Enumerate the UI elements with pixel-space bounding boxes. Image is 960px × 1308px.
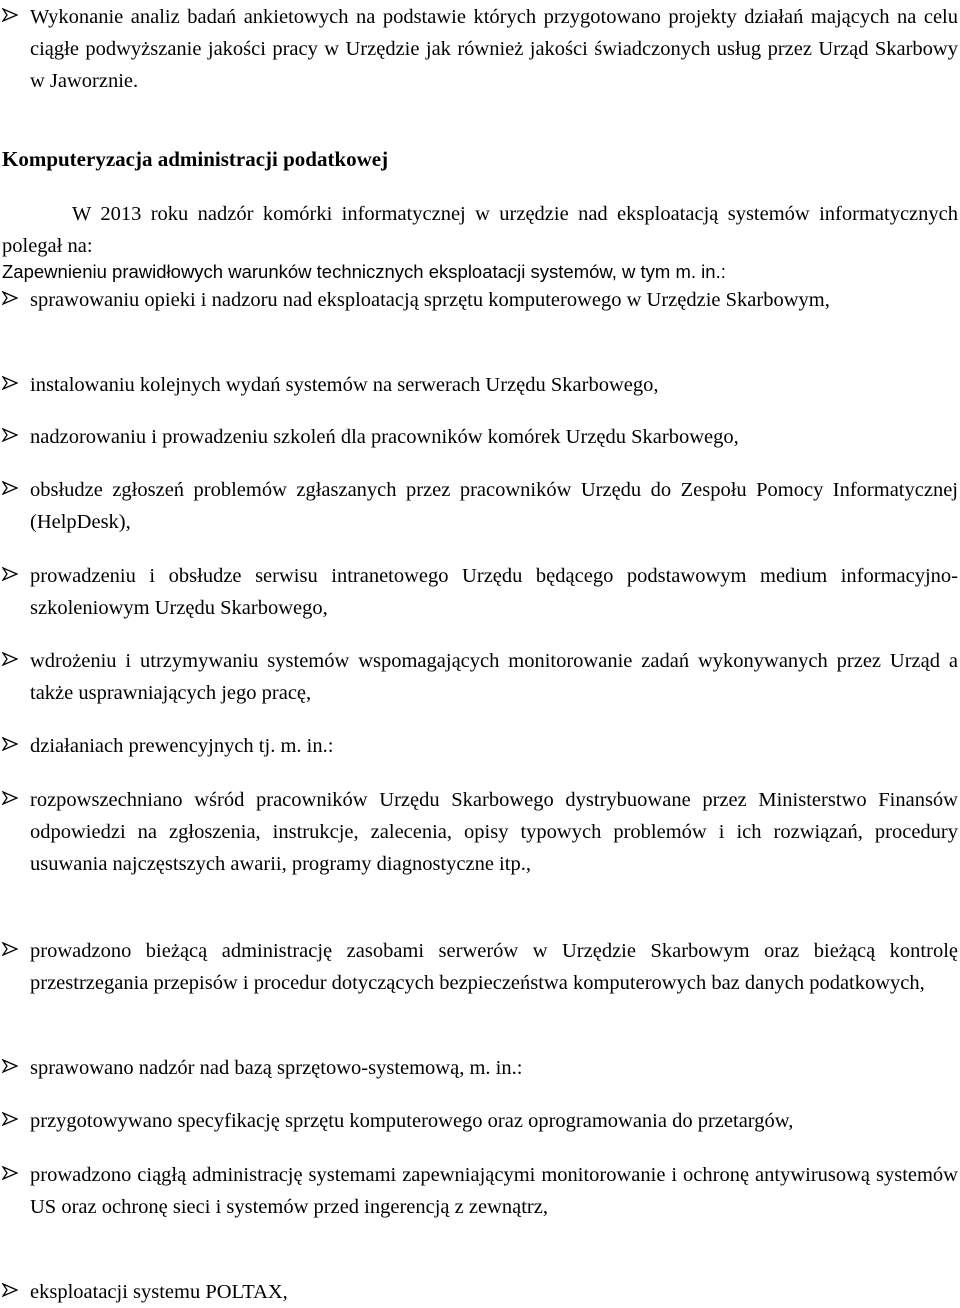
list-item-text: prowadzono ciągłą administrację systemami zapewniającymi monitorowanie i ochronę antywirusową systemów US oraz ochronę sieci i systemów przed ingerencją z zewnątrz,	[30, 1164, 958, 1218]
list-item-intro	[2, 1, 958, 97]
arrowhead-bullet-icon	[2, 784, 30, 816]
list-item	[2, 1159, 958, 1223]
list-item-text: prowadzeniu i obsłudze serwisu intranetowego Urzędu będącego podstawowym medium informacyjno-szkoleniowym Urzędu Skarbowego,	[30, 565, 958, 619]
list-item-text: rozpowszechniano wśród pracowników Urzędu Skarbowego dystrybuowane przez Ministerstwo Finansów odpowiedzi na zgłoszenia, instrukcje, zalecenia, opisy typowych problemów i ich rozwiązań, procedury usuwania najczęstszych awarii, programy diagnostyczne itp.,	[30, 789, 958, 875]
list-item	[2, 1052, 958, 1084]
list-item	[2, 560, 958, 624]
intro-item-text: Wykonanie analiz badań ankietowych na podstawie których przygotowano projekty działań mających na celu ciągłe podwyższanie jakości pracy w Urzędzie jak również jakości świadczonych usług przez Urząd Skarbowy w Jaworznie.	[30, 6, 958, 92]
list-item	[2, 935, 958, 999]
arrowhead-bullet-icon	[2, 645, 30, 677]
arrowhead-bullet-icon	[2, 421, 30, 453]
list-item	[2, 369, 958, 401]
list-item	[2, 1276, 958, 1308]
arrowhead-bullet-icon	[2, 935, 30, 967]
section-subheading: Zapewnieniu prawidłowych warunków technicznych eksploatacji systemów, w tym m. in.:	[2, 261, 726, 282]
list-item-text: instalowaniu kolejnych wydań systemów na serwerach Urzędu Skarbowego,	[30, 374, 659, 396]
list-item	[2, 284, 958, 316]
arrowhead-bullet-icon	[2, 730, 30, 762]
arrowhead-bullet-icon	[2, 284, 30, 316]
list-item	[2, 730, 958, 762]
arrowhead-bullet-icon	[2, 1052, 30, 1084]
list-item-text: obsłudze zgłoszeń problemów zgłaszanych przez pracowników Urzędu do Zespołu Pomocy Informatycznej (HelpDesk),	[30, 479, 958, 533]
list-item	[2, 421, 958, 453]
list-item-text: działaniach prewencyjnych tj. m. in.:	[30, 735, 334, 757]
list-item-text: nadzorowaniu i prowadzeniu szkoleń dla pracowników komórek Urzędu Skarbowego,	[30, 426, 739, 448]
list-item-text: wdrożeniu i utrzymywaniu systemów wspomagających monitorowanie zadań wykonywanych przez Urząd a także usprawniających jego pracę,	[30, 650, 958, 704]
list-item	[2, 784, 958, 880]
section-paragraph: W 2013 roku nadzór komórki informatycznej w urzędzie nad eksploatacją systemów informatycznych polegał na:	[2, 203, 958, 257]
arrowhead-bullet-icon	[2, 1105, 30, 1137]
arrowhead-bullet-icon	[2, 1159, 30, 1191]
arrowhead-bullet-icon	[2, 474, 30, 506]
list-item-text: przygotowywano specyfikację sprzętu komputerowego oraz oprogramowania do przetargów,	[30, 1110, 794, 1132]
list-item-text: prowadzono bieżącą administrację zasobami serwerów w Urzędzie Skarbowym oraz bieżącą kontrolę przestrzegania przepisów i procedur dotyczących bezpieczeństwa komputerowych baz danych podatkowych,	[30, 940, 958, 994]
arrowhead-bullet-icon	[2, 369, 30, 401]
section-title: Komputeryzacja administracji podatkowej	[2, 147, 389, 171]
arrowhead-bullet-icon	[2, 1276, 30, 1308]
list-item-text: eksploatacji systemu POLTAX,	[30, 1281, 288, 1303]
list-item-text: sprawowaniu opieki i nadzoru nad eksploatacją sprzętu komputerowego w Urzędzie Skarbowym,	[30, 289, 830, 311]
list-item-text: sprawowano nadzór nad bazą sprzętowo-systemową, m. in.:	[30, 1057, 523, 1079]
arrowhead-bullet-icon	[2, 560, 30, 592]
arrowhead-bullet-icon	[2, 1, 30, 33]
list-item	[2, 645, 958, 709]
list-item	[2, 474, 958, 538]
list-item	[2, 1105, 958, 1137]
